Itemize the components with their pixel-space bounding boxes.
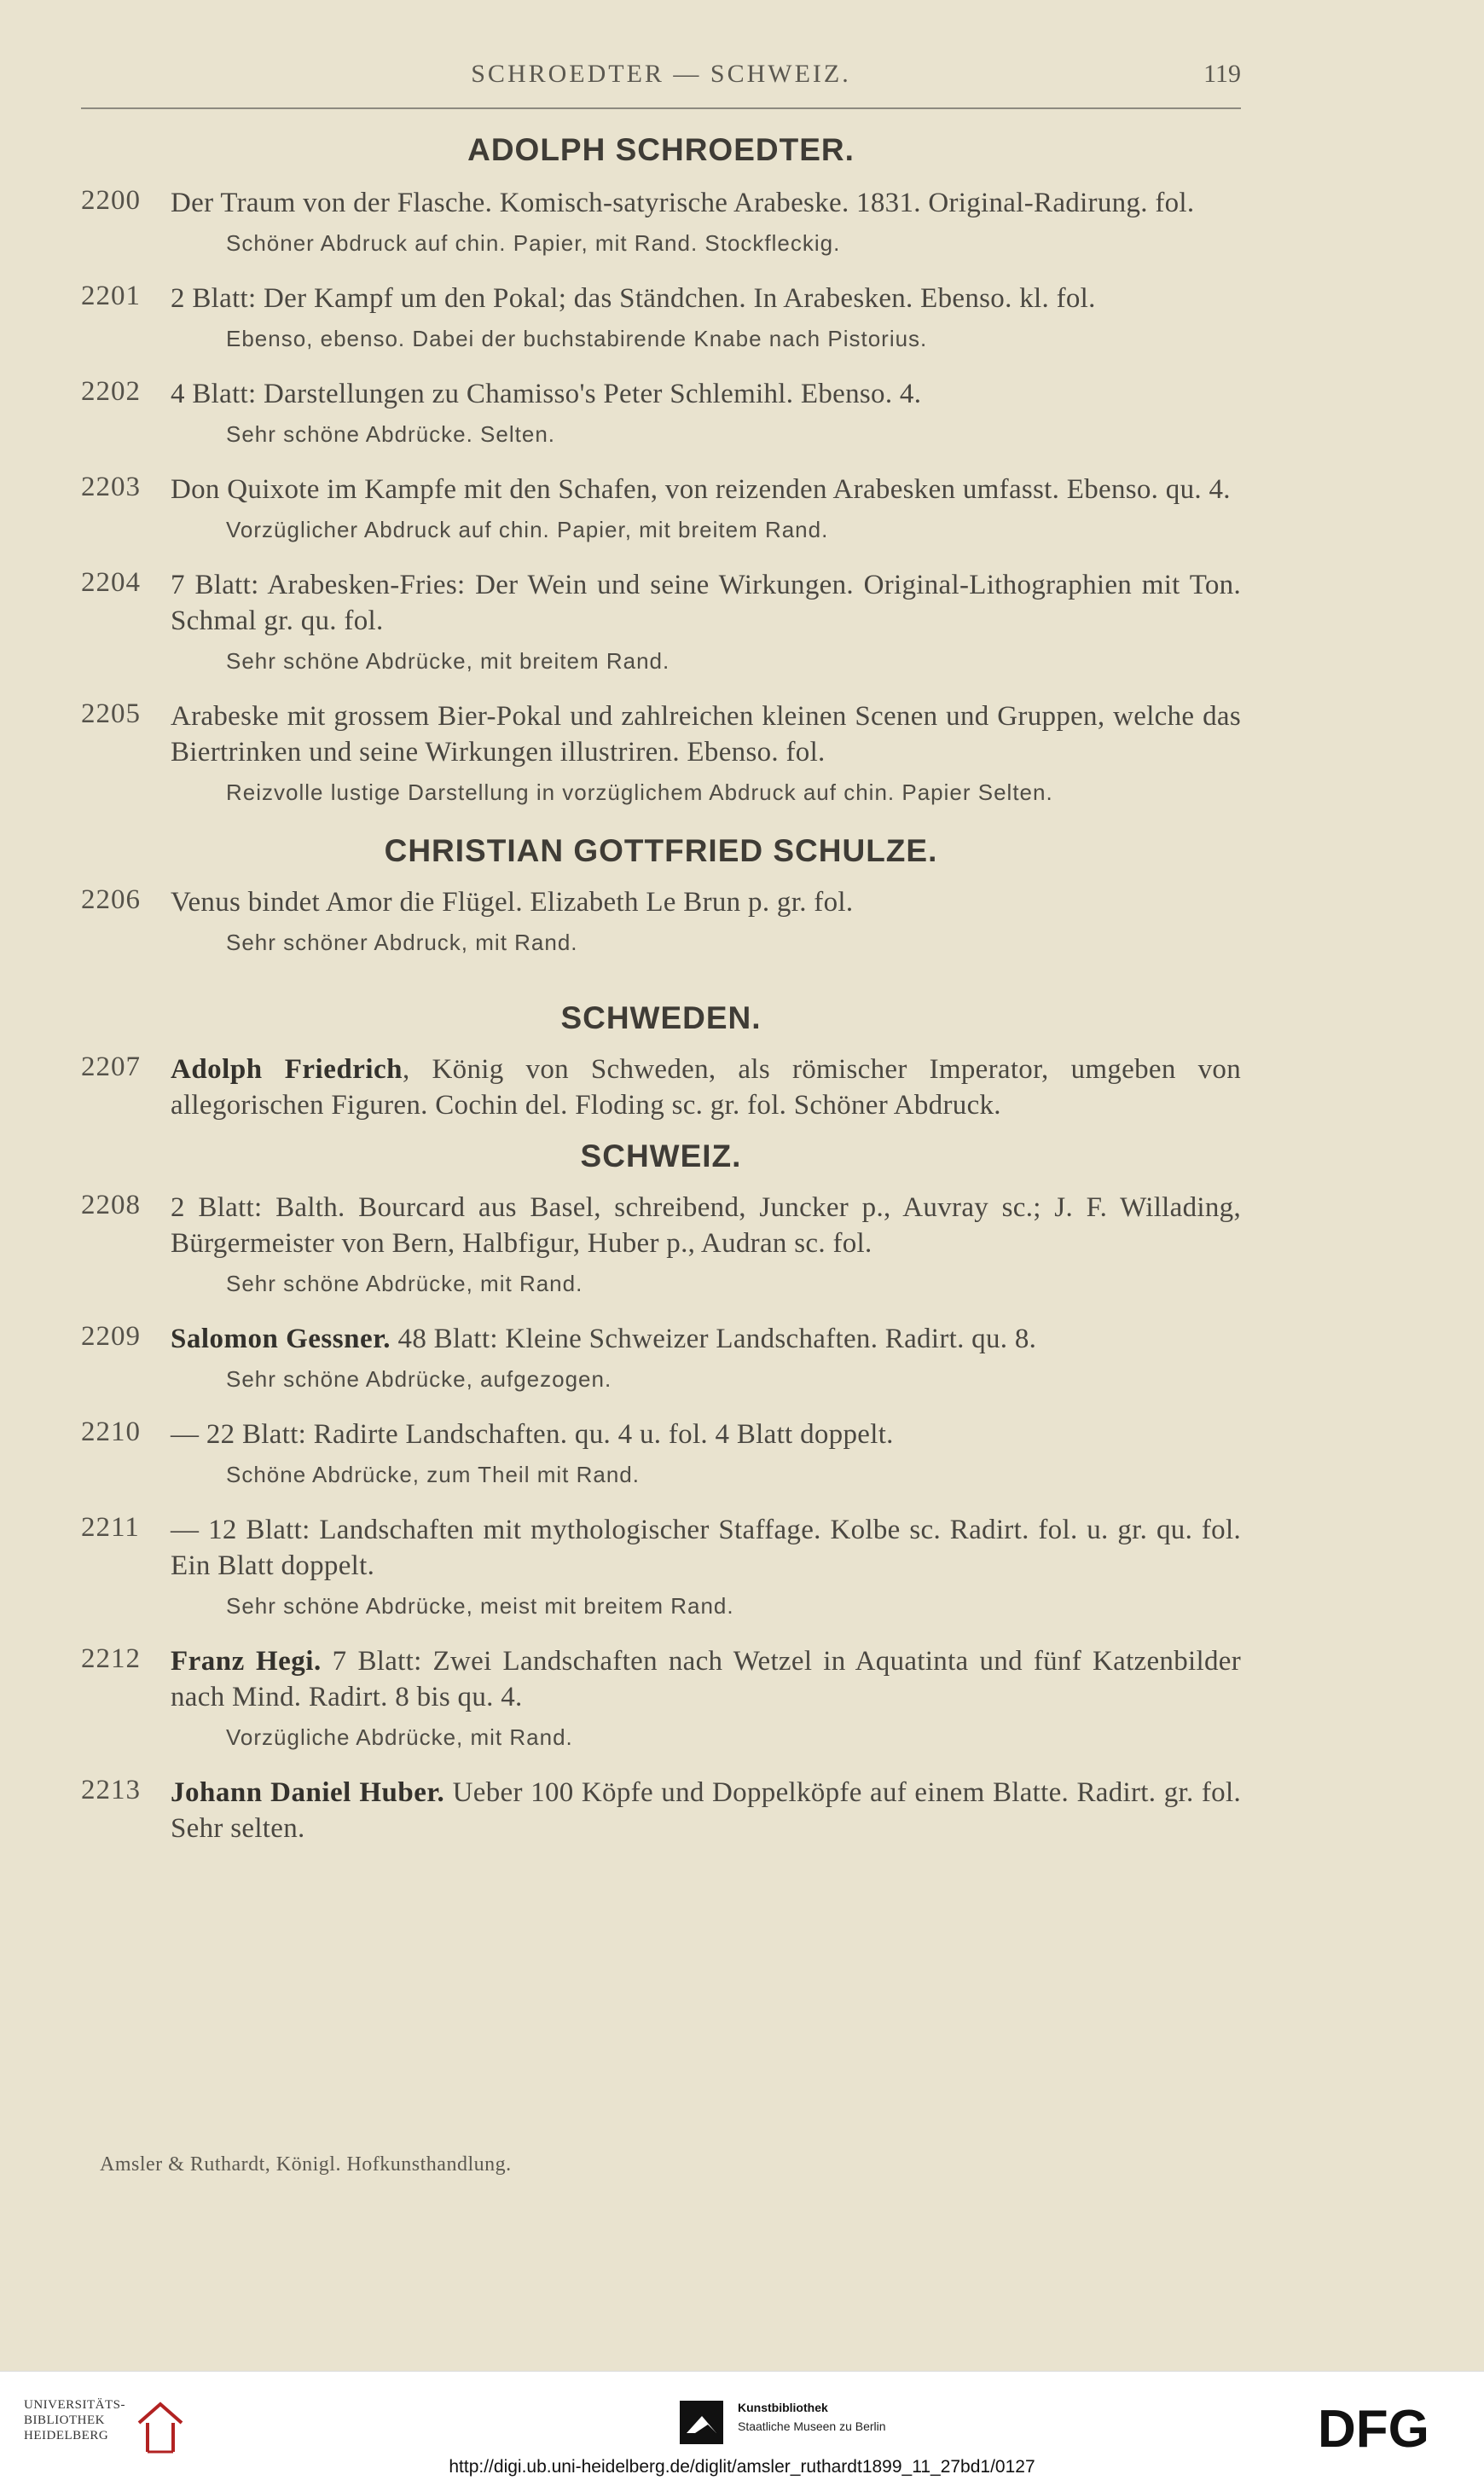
entry-note: Schöner Abdruck auf chin. Papier, mit Rand. Stockfleckig.	[226, 230, 841, 256]
artist-name: Adolph Friedrich	[171, 1054, 403, 1085]
entry-description: Don Quixote im Kampfe mit den Schafen, von reizenden Arabesken umfasst. Ebenso. qu. 4.	[171, 474, 1231, 505]
entry-description	[171, 1643, 1241, 1715]
entry-text: 48 Blatt: Kleine Schweizer Landschaften. Radirt. qu. 8.	[390, 1324, 1037, 1354]
catalogue-entry	[81, 376, 1241, 449]
lot-number: 2207	[81, 1052, 141, 1082]
lot-number: 2205	[81, 698, 141, 729]
entry-description: 2 Blatt: Balth. Bourcard aus Basel, schreibend, Juncker p., Auvray sc.; J. F. Willading, Bürgermeister von Bern, Halbfigur, Huber p., Audran sc. fol.	[171, 1192, 1241, 1259]
lot-number: 2210	[81, 1417, 141, 1447]
entry-text: , König von Schweden, als römischer Imperator, umgeben von allegorischen Figuren. Cochin del. Floding sc. gr. fol. Schöner Abdruck.	[171, 1054, 1242, 1121]
entry-note: Sehr schöner Abdruck, mit Rand.	[226, 930, 578, 955]
catalogue-entry	[81, 1052, 1241, 1123]
lot-number: 2201	[81, 281, 141, 311]
lot-number: 2206	[81, 884, 141, 915]
entry-description	[171, 1321, 1241, 1357]
catalogue-entry	[81, 185, 1241, 258]
kunstbibliothek-subtitle: Staatliche Museen zu Berlin	[738, 2419, 886, 2433]
university-library-logo[interactable]	[24, 2397, 194, 2457]
entry-note: Sehr schöne Abdrücke, meist mit breitem Rand.	[226, 1593, 734, 1619]
viewer-footer-bar	[0, 2371, 1484, 2480]
entry-description: — 22 Blatt: Radirte Landschaften. qu. 4 u. fol. 4 Blatt doppelt.	[171, 1419, 894, 1450]
catalogue-entry	[81, 472, 1241, 545]
entry-note: Vorzügliche Abdrücke, mit Rand.	[226, 1724, 573, 1750]
catalogue-entry	[81, 1190, 1241, 1299]
section-heading: CHRISTIAN GOTTFRIED SCHULZE.	[384, 833, 938, 868]
university-library-text	[24, 2397, 125, 2443]
section-heading: SCHWEIZ.	[580, 1139, 742, 1173]
publisher-imprint: Amsler & Ruthardt, Königl. Hofkunsthandlung.	[100, 2153, 512, 2176]
entry-description: Arabeske mit grossem Bier-Pokal und zahlreichen kleinen Scenen und Gruppen, welche das Biertrinken und seine Wirkungen illustriren. Ebenso. fol.	[171, 701, 1241, 768]
entry-description: 7 Blatt: Arabesken-Fries: Der Wein und seine Wirkungen. Original-Lithographien mit Ton. Schmal gr. qu. fol.	[171, 570, 1241, 636]
artist-name: Salomon Gessner.	[171, 1324, 391, 1354]
section-heading: ADOLPH SCHROEDTER.	[467, 132, 855, 167]
entry-description	[171, 1052, 1241, 1123]
running-title: SCHROEDTER — SCHWEIZ.	[471, 60, 851, 88]
page-number: 119	[1203, 60, 1241, 88]
entry-description: 4 Blatt: Darstellungen zu Chamisso's Peter Schlemihl. Ebenso. 4.	[171, 379, 922, 409]
lot-number: 2212	[81, 1643, 141, 1674]
catalogue-content	[81, 132, 1241, 1863]
entry-note: Sehr schöne Abdrücke. Selten.	[226, 421, 556, 447]
catalogue-entry	[81, 1417, 1241, 1490]
entry-description: 2 Blatt: Der Kampf um den Pokal; das Ständchen. In Arabesken. Ebenso. kl. fol.	[171, 283, 1096, 314]
catalogue-entry	[81, 567, 1241, 676]
entry-text: 7 Blatt: Zwei Landschaften nach Wetzel in Aquatinta und fünf Katzenbilder nach Mind. Radirt. 8 bis qu. 4.	[171, 1646, 1241, 1712]
uni-line-3: HEIDELBERG	[24, 2429, 109, 2442]
lot-number: 2202	[81, 376, 141, 407]
entry-description: Venus bindet Amor die Flügel. Elizabeth Le Brun p. gr. fol.	[171, 887, 854, 918]
entry-description: — 12 Blatt: Landschaften mit mythologischer Staffage. Kolbe sc. Radirt. fol. u. gr. qu. fol. Ein Blatt doppelt.	[171, 1515, 1241, 1581]
entry-description	[171, 1775, 1241, 1846]
page-url[interactable]: http://digi.ub.uni-heidelberg.de/diglit/amsler_ruthardt1899_11_27bd1/0127	[449, 2457, 1035, 2477]
catalogue-entry	[81, 698, 1241, 808]
lot-number: 2208	[81, 1190, 141, 1220]
entry-note: Sehr schöne Abdrücke, aufgezogen.	[226, 1366, 612, 1392]
lot-number: 2203	[81, 472, 141, 502]
lot-number: 2209	[81, 1321, 141, 1352]
entry-text: Ueber 100 Köpfe und Doppelköpfe auf einem Blatte. Radirt. gr. fol. Sehr selten.	[171, 1777, 1241, 1844]
section-heading: SCHWEDEN.	[560, 1000, 762, 1035]
uni-line-2: BIBLIOTHEK	[24, 2413, 105, 2427]
kunstbibliothek-logo[interactable]	[678, 2399, 934, 2450]
entry-note: Schöne Abdrücke, zum Theil mit Rand.	[226, 1462, 640, 1487]
uni-line-1: UNIVERSITÄTS-	[24, 2398, 125, 2412]
artist-name: Franz Hegi.	[171, 1646, 322, 1677]
university-seal-icon	[135, 2397, 186, 2457]
catalogue-entry	[81, 1512, 1241, 1621]
entry-note: Reizvolle lustige Darstellung in vorzüglichem Abdruck auf chin. Papier Selten.	[226, 779, 1053, 805]
entry-note: Sehr schöne Abdrücke, mit breitem Rand.	[226, 648, 670, 674]
entry-description: Der Traum von der Flasche. Komisch-satyrische Arabeske. 1831. Original-Radirung. fol.	[171, 188, 1195, 218]
lot-number: 2204	[81, 567, 141, 598]
lot-number: 2213	[81, 1775, 141, 1805]
catalogue-entry	[81, 884, 1241, 958]
catalogue-entry	[81, 1643, 1241, 1753]
kunstbibliothek-title: Kunstbibliothek	[738, 2401, 828, 2414]
artist-name: Johann Daniel Huber.	[171, 1777, 445, 1808]
entry-note: Vorzüglicher Abdruck auf chin. Papier, mit breitem Rand.	[226, 517, 829, 542]
catalogue-entry	[81, 1775, 1241, 1846]
running-header	[81, 60, 1241, 109]
dfg-logo[interactable]	[1318, 2402, 1467, 2454]
entry-note: Sehr schöne Abdrücke, mit Rand.	[226, 1271, 583, 1296]
kunstbibliothek-icon	[678, 2399, 725, 2446]
lot-number: 2200	[81, 185, 141, 216]
catalogue-entry	[81, 281, 1241, 354]
dfg-text: DFG	[1318, 2402, 1429, 2454]
lot-number: 2211	[81, 1512, 140, 1543]
entry-note: Ebenso, ebenso. Dabei der buchstabirende Knabe nach Pistorius.	[226, 326, 928, 351]
catalogue-entry	[81, 1321, 1241, 1394]
